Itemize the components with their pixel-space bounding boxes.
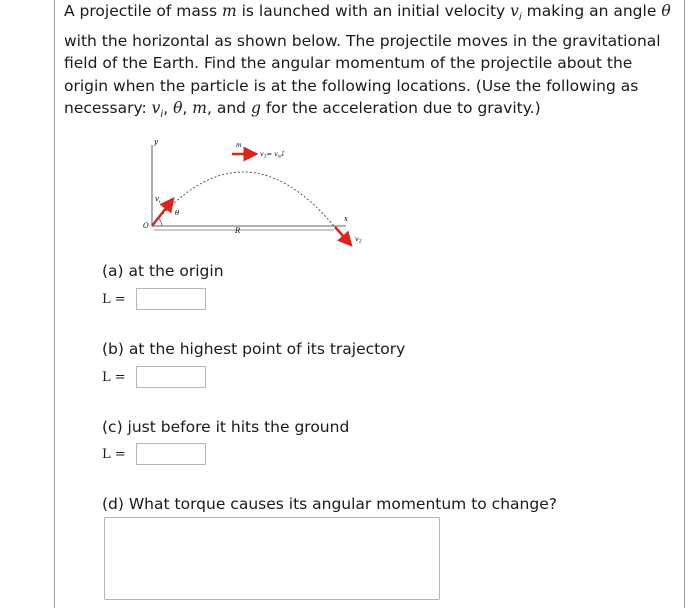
- problem-statement: A projectile of mass m is launched with an initial velocity → $v_i$ making an angle θ with the horizontal as shown below. The projectile moves in the gravitational field of the Earth. Find the angular momentum of the projectile about the origin when the particle is at the following locations. (Use the following as necessary: $v_i$, θ, m, and g for the acceleration due to gravity.): [64, 0, 676, 127]
- theta-label: θ: [175, 209, 180, 217]
- theta-arc: [159, 219, 162, 226]
- var-theta: θ: [173, 99, 183, 118]
- L-vector-symbol: L =: [102, 446, 126, 462]
- origin-label: O: [143, 222, 149, 230]
- problem-text: for the acceleration due to gravity.): [265, 99, 541, 118]
- part-d-textarea[interactable]: [104, 517, 440, 600]
- mass-symbol: m: [221, 2, 237, 20]
- L-vector-symbol: L =: [102, 291, 126, 307]
- var-m: m: [192, 99, 207, 118]
- part-c-answer: [102, 443, 206, 465]
- var-g: g: [250, 99, 261, 118]
- part-c-input[interactable]: [136, 443, 206, 465]
- part-d-label: (d) What torque causes its angular momentum to change?: [102, 495, 557, 513]
- problem-text: making an angle: [526, 2, 657, 20]
- part-c-label: (c) just before it hits the ground: [102, 418, 350, 436]
- part-a-answer: [102, 288, 206, 310]
- x-axis-label: x: [344, 215, 348, 223]
- problem-text: A projectile of mass: [64, 2, 218, 20]
- m-label: m: [236, 142, 242, 149]
- part-b-input[interactable]: [136, 366, 206, 388]
- v2-arrow: [335, 227, 351, 245]
- problem-text: with the horizontal as shown below. The projectile moves in the gravitational field of the Earth. Find the angular momentum of the projectile about the origin when the particle is at the following locations. (Use the following as necessary:: [64, 31, 661, 118]
- L-vector-symbol: L =: [102, 369, 126, 385]
- var-v: v: [151, 99, 161, 118]
- part-b-answer: [102, 366, 206, 388]
- problem-text: is launched with an initial velocity: [241, 2, 506, 20]
- range-label: R: [235, 227, 241, 235]
- v1-label: $v_1=$ $v_{xi}î$: [260, 150, 284, 160]
- trajectory: [152, 172, 334, 226]
- projectile-diagram: [138, 133, 378, 253]
- initial-velocity-symbol: → $v_i$: [510, 0, 522, 30]
- part-a-label: (a) at the origin: [102, 262, 224, 280]
- part-a-input[interactable]: [136, 288, 206, 310]
- initial-velocity-arrow: [152, 199, 173, 226]
- v2-label: $v_2$: [355, 235, 362, 245]
- theta-symbol: θ: [661, 2, 671, 20]
- part-b-label: (b) at the highest point of its trajectory: [102, 340, 406, 358]
- vi-label: $v_i$: [155, 195, 161, 205]
- y-axis-label: y: [154, 138, 158, 146]
